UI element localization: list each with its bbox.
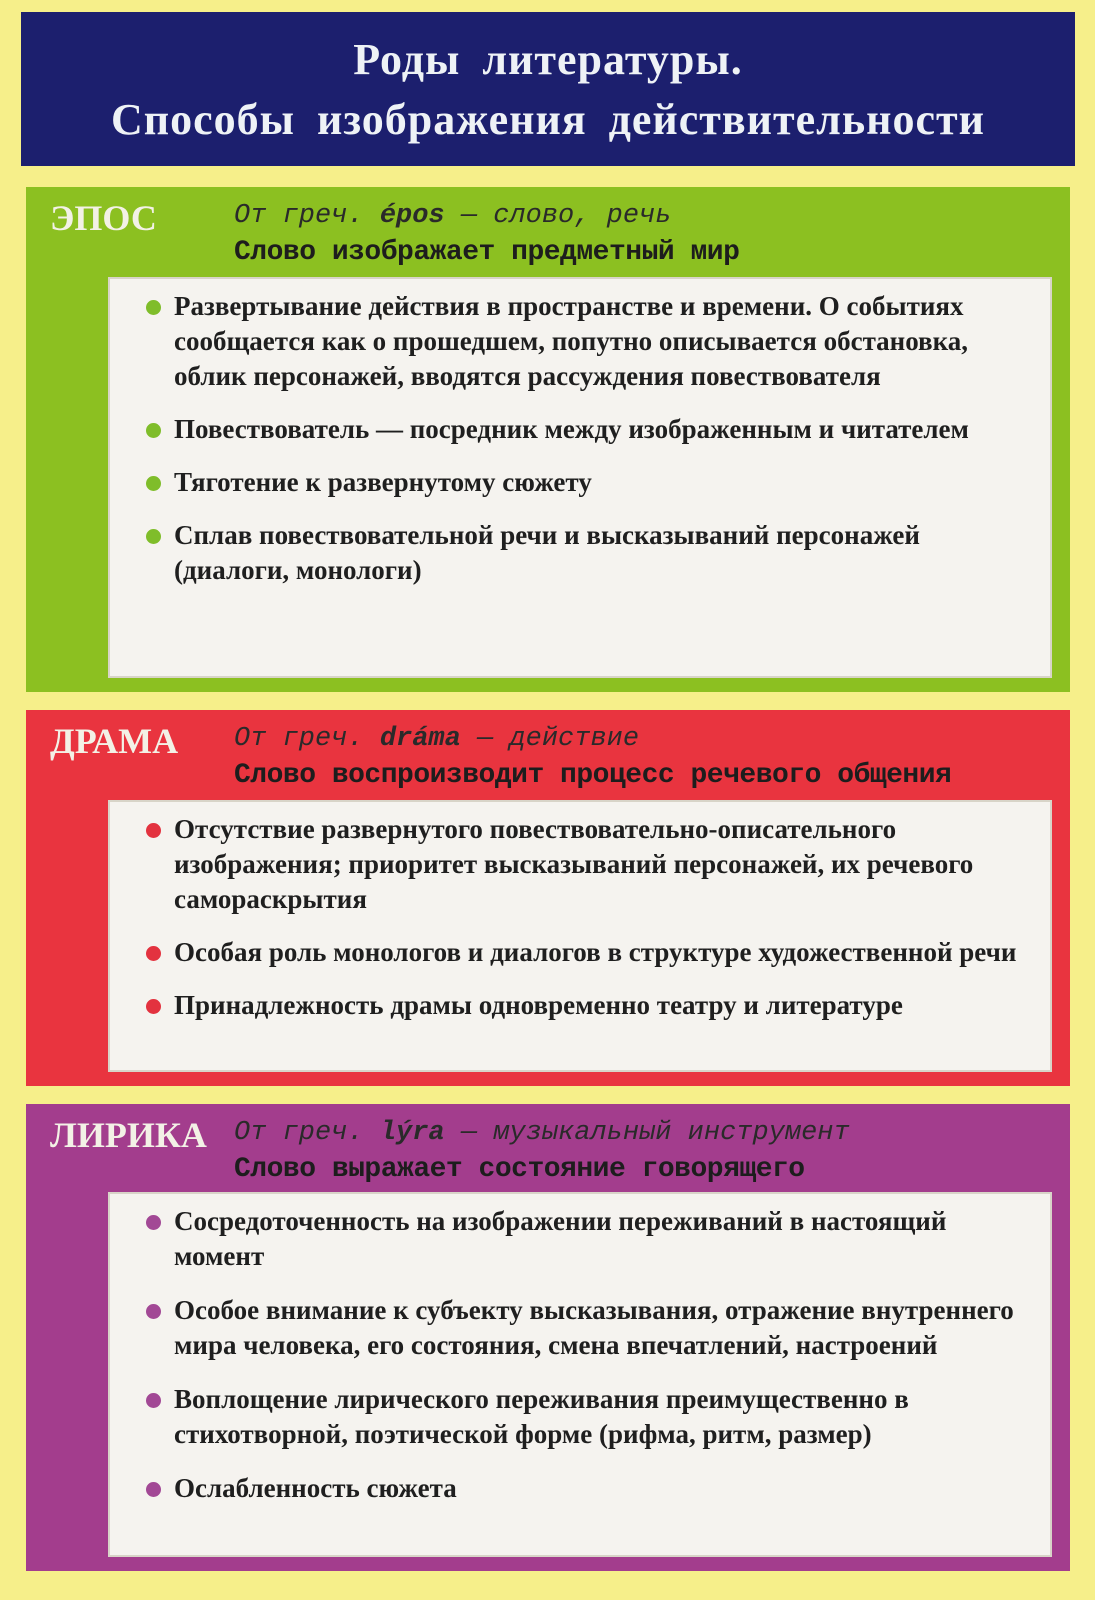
point-text: Сосредоточенность на изображении переживаний в настоящий момент [174,1206,947,1271]
list-item [146,289,1028,394]
section-epos [26,187,1070,692]
point-text: Развертывание действия в пространстве и времени. О событиях сообщается как о прошедшем, попутно описывается обстановка, облик персонажей, вводятся рассуждения повествователя [174,291,969,391]
points-list-drama [146,812,1028,1023]
content-box-lyrica [108,1192,1052,1557]
content-box-drama [108,800,1052,1072]
point-text: Воплощение лирического переживания преимущественно в стихотворной, поэтической форме (рифма, ритм, размер) [174,1384,909,1449]
section-drama [26,710,1070,1086]
list-item [146,988,1028,1023]
page-title-line1: Роды литературы. [353,35,743,84]
page-title-line2: Способы изображения действительности [111,95,985,144]
bullet-icon [146,823,161,838]
list-item [146,935,1028,970]
etymology-prefix: От греч. [234,1118,364,1148]
list-item [146,812,1028,917]
point-text: Принадлежность драмы одновременно театру и литературе [174,990,903,1020]
section-label-drama: ДРАМА [50,721,179,761]
etymology-meaning: — музыкальный инструмент [460,1118,850,1148]
point-text: Отсутствие развернутого повествовательно-описательного изображения; приоритет высказываний персонажей, их речевого самораскрытия [174,814,974,914]
subtitle-epos: Слово изображает предметный мир [234,237,740,268]
bullet-icon [146,1393,161,1408]
bullet-icon [146,300,161,315]
list-item [146,1293,1028,1363]
section-lyrica [26,1104,1070,1571]
list-item [146,1204,1028,1274]
greek-word: lýra [379,1118,445,1148]
etymology-drama [234,724,639,754]
list-item [146,518,1028,588]
section-label-lyrica: ЛИРИКА [50,1115,207,1155]
list-item [146,1382,1028,1452]
bullet-icon [146,1482,161,1497]
points-list-epos [146,289,1028,588]
bullet-icon [146,476,161,491]
point-text: Особое внимание к субъекту высказывания, отражение внутреннего мира человека, его состояния, смена впечатлений, настроений [174,1295,1014,1360]
bullet-icon [146,999,161,1014]
point-text: Особая роль монологов и диалогов в структуре художественной речи [174,937,1017,967]
bullet-icon [146,1304,161,1319]
greek-word: épos [379,201,445,231]
bullet-icon [146,1215,161,1230]
greek-word: dráma [379,724,461,754]
title-banner [21,12,1075,166]
point-text: Ослабленность сюжета [174,1473,457,1503]
point-text: Тяготение к развернутому сюжету [174,467,592,497]
subtitle-drama: Слово воспроизводит процесс речевого общения [234,760,952,791]
point-text: Повествователь — посредник между изображенным и читателем [174,414,969,444]
etymology-prefix: От греч. [234,201,364,231]
etymology-epos [234,201,671,231]
content-box-epos [108,277,1052,678]
etymology-prefix: От греч. [234,724,364,754]
bullet-icon [146,946,161,961]
bullet-icon [146,529,161,544]
etymology-meaning: — действие [477,724,640,754]
etymology-lyrica [234,1118,850,1148]
etymology-meaning: — слово, речь [460,201,672,231]
point-text: Сплав повествовательной речи и высказываний персонажей (диалоги, монологи) [174,520,920,585]
list-item [146,1471,1028,1506]
section-label-epos: ЭПОС [50,198,157,238]
points-list-lyrica [146,1204,1028,1506]
bullet-icon [146,423,161,438]
subtitle-lyrica: Слово выражает состояние говорящего [234,1154,805,1185]
list-item [146,412,1028,447]
list-item [146,465,1028,500]
